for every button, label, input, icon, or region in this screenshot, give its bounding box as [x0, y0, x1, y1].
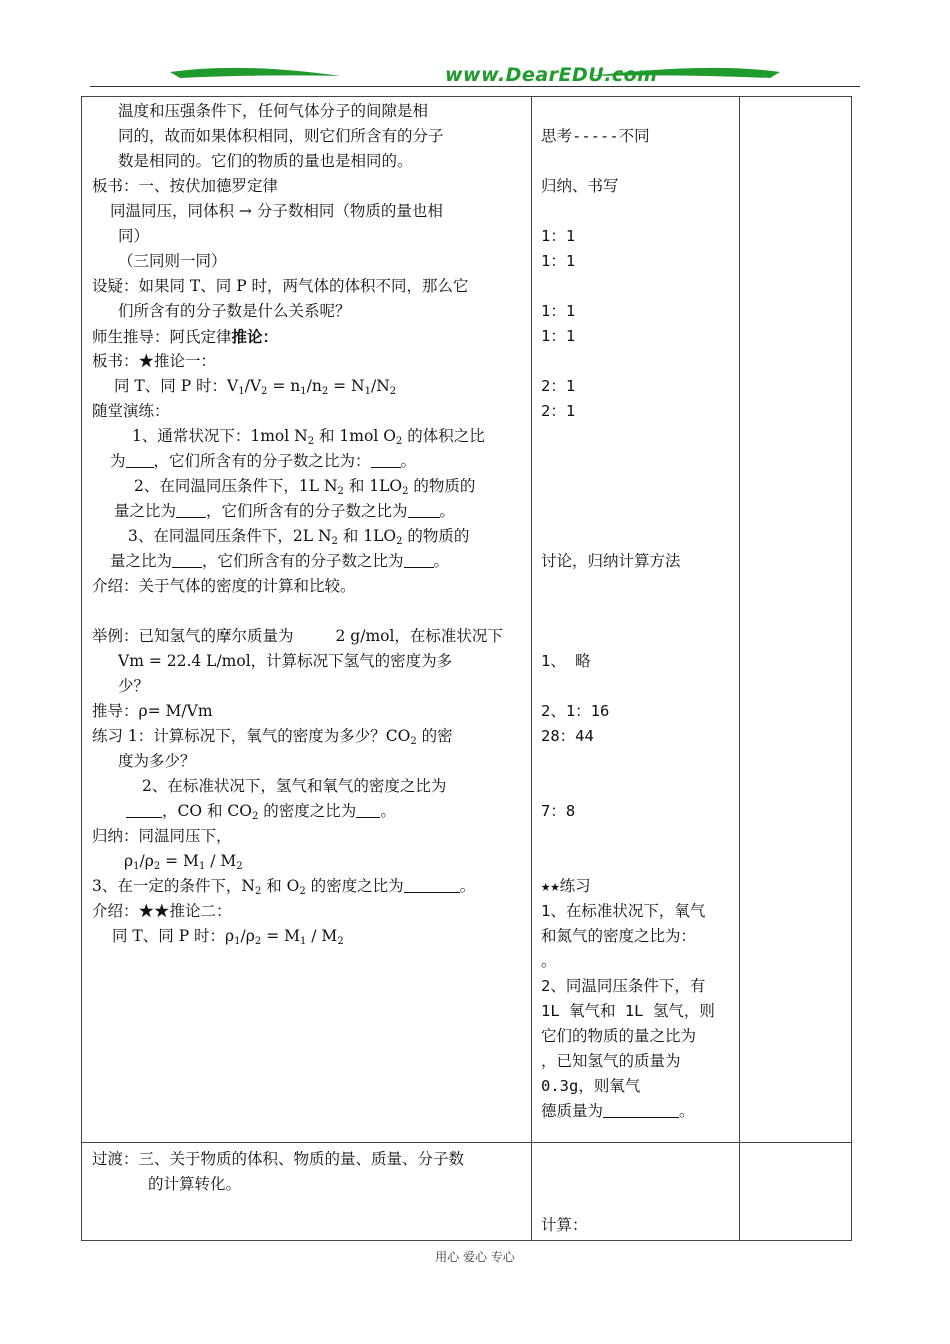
ratio-answer: 2：1 — [541, 402, 576, 420]
student-activity-cell — [532, 97, 740, 1143]
text-line: 归纳、书写 — [541, 177, 619, 195]
page-footer: 用心 爱心 专心 — [435, 1250, 515, 1264]
ratio-answer: 1：1 — [541, 302, 576, 320]
exercise-line: 2、在同温同压条件下，1L $N_2$ 和 $1LO_2$ 的物质的 — [134, 477, 476, 497]
formula-line: $\rho_1/\rho_2 = M_1 / M_2$ — [124, 852, 243, 872]
practice-line: 练习 1：计算标况下，氧气的密度为多少？$CO_2$ 的密 — [92, 727, 453, 747]
text-line: 数是相同的。它们的物质的量也是相同的。 — [118, 152, 413, 170]
text-line: 师生推导：阿氏定律推论： — [92, 327, 279, 346]
text-line: ，已知氢气的质量为 — [541, 1052, 681, 1070]
practice-line: ，CO 和 $CO_2$ 的密度之比为 。 — [82, 799, 531, 824]
table-row — [82, 97, 852, 1143]
practice-line: 3、在一定的条件下，$N_2$ 和 $O_2$ 的密度之比为 。 — [92, 877, 476, 897]
text-line: 讨论，归纳计算方法 — [541, 552, 681, 570]
text-line: 和氮气的密度之比为： — [541, 927, 697, 945]
text-line: 板书：一、按伏加德罗定律 — [92, 177, 279, 195]
text-line: 德质量为 。 — [541, 1102, 695, 1120]
header-rule — [90, 86, 860, 87]
notes-cell — [740, 97, 852, 1143]
text-line: 随堂演练： — [92, 402, 170, 420]
text-line: 2、同温同压条件下，有 — [541, 977, 706, 995]
example-line: 举例：已知氢气的摩尔质量为 2 g/mol，在标准状况下 — [92, 627, 503, 645]
exercise-line: 为 ，它们所含有的分子数之比为： 。 — [110, 452, 417, 470]
text-line: 们所含有的分子数是什么关系呢？ — [118, 302, 351, 320]
table-row — [82, 1143, 852, 1241]
text-line: 推导：ρ= M/Vm — [92, 702, 213, 720]
answer-line: 2、1：16 — [541, 702, 610, 720]
exercise-line: 量之比为 ，它们所含有的分子数之比为 。 — [114, 502, 456, 520]
answer-line: 28：44 — [541, 727, 594, 745]
exercise-line: 1、通常状况下：1mol $N_2$ 和 1mol $O_2$ 的体积之比 — [132, 427, 485, 447]
text-line: 介绍：关于气体的密度的计算和比较。 — [92, 577, 356, 595]
text-line: 1、在标准状况下，氧气 — [541, 902, 706, 920]
ratio-answer: 1：1 — [541, 252, 576, 270]
text-line: 同） — [118, 227, 150, 245]
text-line: 同的，故而如果体积相同，则它们所含有的分子 — [118, 127, 444, 145]
text-line: 的计算转化。 — [148, 1175, 242, 1193]
teacher-activity-cell — [82, 1143, 532, 1241]
ratio-answer: 1：1 — [541, 227, 576, 245]
text-line: 过渡：三、关于物质的体积、物质的量、质量、分子数 — [92, 1150, 465, 1168]
text-line: 。 — [541, 952, 557, 970]
ratio-answer: 2：1 — [541, 377, 576, 395]
text-line: （三同则一同） — [118, 252, 227, 270]
notes-cell — [740, 1143, 852, 1241]
text-line: ★★练习 — [541, 877, 591, 895]
text-line: 计算： — [541, 1216, 588, 1234]
text-line: 同温同压，同体积 → 分子数相同（物质的量也相 — [110, 202, 443, 220]
student-activity-cell — [532, 1143, 740, 1241]
teacher-activity-cell — [82, 97, 532, 1143]
lesson-table — [81, 96, 852, 1241]
exercise-line: 3、在同温同压条件下，2L $N_2$ 和 $1LO_2$ 的物质的 — [128, 527, 470, 547]
text-line: 0.3g，则氧气 — [541, 1077, 641, 1095]
text-line: 思考-----不同 — [541, 127, 650, 145]
exercise-line: 量之比为 ，它们所含有的分子数之比为 。 — [110, 552, 450, 570]
text-line: 温度和压强条件下，任何气体分子的间隙是相 — [118, 102, 429, 120]
answer-line: 1、 略 — [541, 652, 591, 670]
site-header — [90, 62, 860, 92]
practice-line: 2、在标准状况下，氢气和氧气的密度之比为 — [142, 777, 447, 795]
text-line: 归纳：同温同压下， — [92, 827, 232, 845]
ratio-answer: 1：1 — [541, 327, 576, 345]
text-line: 板书：★推论一： — [92, 352, 217, 370]
formula-line: 同 T、同 P 时：$V_1/V_2 = n_1/n_2 = N_1/N_2$ — [114, 377, 397, 397]
text-line: 1L 氧气和 1L 氢气，则 — [541, 1002, 715, 1020]
answer-line: 7：8 — [541, 802, 576, 820]
text-line: 它们的物质的量之比为 — [541, 1027, 697, 1045]
practice-line: 度为多少？ — [118, 752, 196, 770]
example-line: 少？ — [118, 677, 150, 695]
text-line: 设疑：如果同 T、同 P 时，两气体的体积不同，那么它 — [92, 277, 469, 295]
site-logo[interactable]: www.DearEDU.com — [445, 64, 658, 86]
text-line: 介绍：★★推论二： — [92, 902, 232, 920]
example-line: Vm = 22.4 L/mol，计算标况下氢气的密度为多 — [118, 652, 453, 670]
formula-line: 同 T、同 P 时：$\rho_1/\rho_2 = M_1 / M_2$ — [112, 927, 344, 947]
